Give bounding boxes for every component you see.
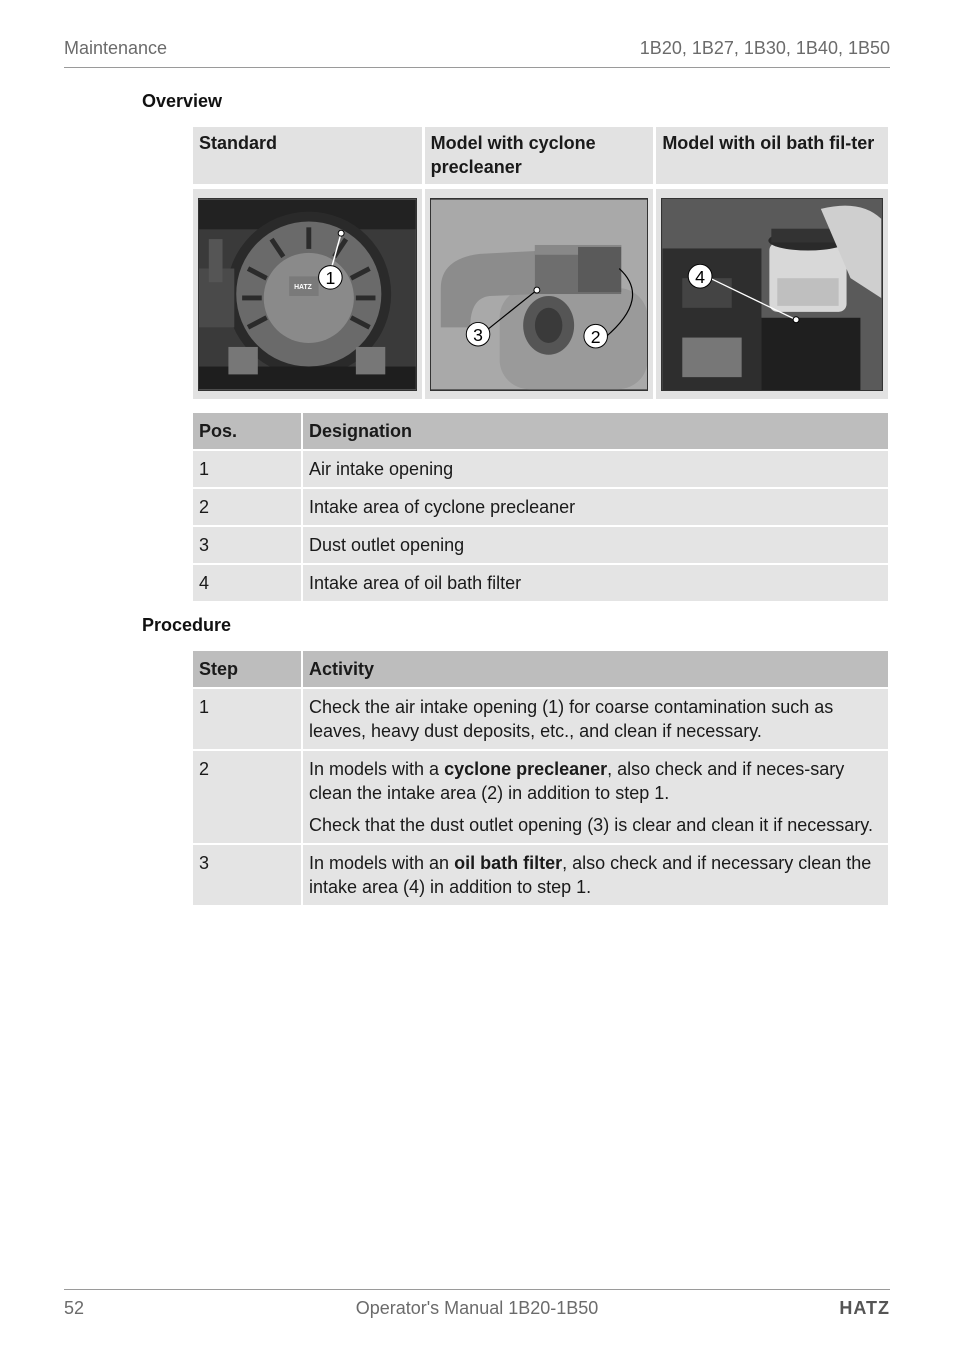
table-row xyxy=(193,525,888,563)
page-header xyxy=(64,36,890,68)
table-row xyxy=(193,749,888,843)
brand-logo: HATZ xyxy=(839,1298,890,1318)
step-emphasis: oil bath filter xyxy=(454,853,563,873)
callout-2 xyxy=(584,324,608,348)
photo-oil-bath-filter xyxy=(661,198,883,391)
svg-text:1: 1 xyxy=(325,268,336,289)
step-activity xyxy=(303,749,888,843)
pos-designation: Intake area of oil bath filter xyxy=(303,563,888,601)
callout-4 xyxy=(689,264,713,288)
table-row xyxy=(193,487,888,525)
photo-cyclone-precleaner xyxy=(430,198,649,391)
overview-heading: Overview xyxy=(142,91,223,111)
pos-designation: Intake area of cyclone precleaner xyxy=(303,487,888,525)
page-number: 52 xyxy=(64,1298,85,1318)
step-text: In models with an oil bath filter, also check and if necessary clean the intake area (4) in addition to step 1. xyxy=(309,853,872,897)
page-footer xyxy=(64,1289,890,1324)
step-text: Check the air intake opening (1) for coarse contamination such as leaves, heavy dust deposits, etc., and clean if necessary. xyxy=(309,697,834,741)
overview-col-standard: Standard xyxy=(193,127,425,184)
table-row xyxy=(193,843,888,905)
step-extra-text: Check that the dust outlet opening (3) is clear and clean it if necessary. xyxy=(309,815,873,835)
callout-3 xyxy=(466,322,490,346)
overview-col-oilbath: Model with oil bath fil-ter xyxy=(656,127,888,184)
svg-text:4: 4 xyxy=(695,267,706,288)
table-row xyxy=(193,449,888,487)
header-section: Maintenance xyxy=(64,38,168,58)
step-number: 3 xyxy=(193,843,303,905)
table-row xyxy=(193,563,888,601)
overview-photo-cell-oilbath xyxy=(656,184,888,399)
svg-text:2: 2 xyxy=(590,327,601,348)
overview-photo-cell-standard xyxy=(193,184,425,399)
step-text: In models with a cyclone precleaner, also check and if neces-sary clean the intake area (2) in addition to step 1. xyxy=(309,759,845,803)
header-models: 1B20, 1B27, 1B30, 1B40, 1B50 xyxy=(639,38,890,58)
step-emphasis: cyclone precleaner xyxy=(444,759,608,779)
pos-number: 2 xyxy=(193,487,303,525)
overview-photo-cell-cyclone xyxy=(425,184,657,399)
step-activity xyxy=(303,843,888,905)
positions-header-pos: Pos. xyxy=(193,413,303,449)
positions-table xyxy=(193,413,888,601)
overview-col-cyclone: Model with cyclone precleaner xyxy=(425,127,657,184)
callout-1 xyxy=(319,266,343,290)
footer-title: Operator's Manual 1B20-1B50 xyxy=(355,1298,599,1318)
pos-number: 3 xyxy=(193,525,303,563)
procedure-header-activity: Activity xyxy=(303,651,888,687)
pos-number: 4 xyxy=(193,563,303,601)
step-number: 2 xyxy=(193,749,303,843)
step-activity xyxy=(303,687,888,749)
step-number: 1 xyxy=(193,687,303,749)
procedure-table xyxy=(193,651,888,905)
engine-logo-text: HATZ xyxy=(294,284,312,292)
svg-text:3: 3 xyxy=(472,325,483,346)
photo-standard-engine xyxy=(198,198,417,391)
procedure-header-step: Step xyxy=(193,651,303,687)
pos-designation: Dust outlet opening xyxy=(303,525,888,563)
procedure-heading: Procedure xyxy=(142,615,232,635)
overview-table xyxy=(193,127,888,399)
pos-number: 1 xyxy=(193,449,303,487)
positions-header-designation: Designation xyxy=(303,413,888,449)
pos-designation: Air intake opening xyxy=(303,449,888,487)
table-row xyxy=(193,687,888,749)
